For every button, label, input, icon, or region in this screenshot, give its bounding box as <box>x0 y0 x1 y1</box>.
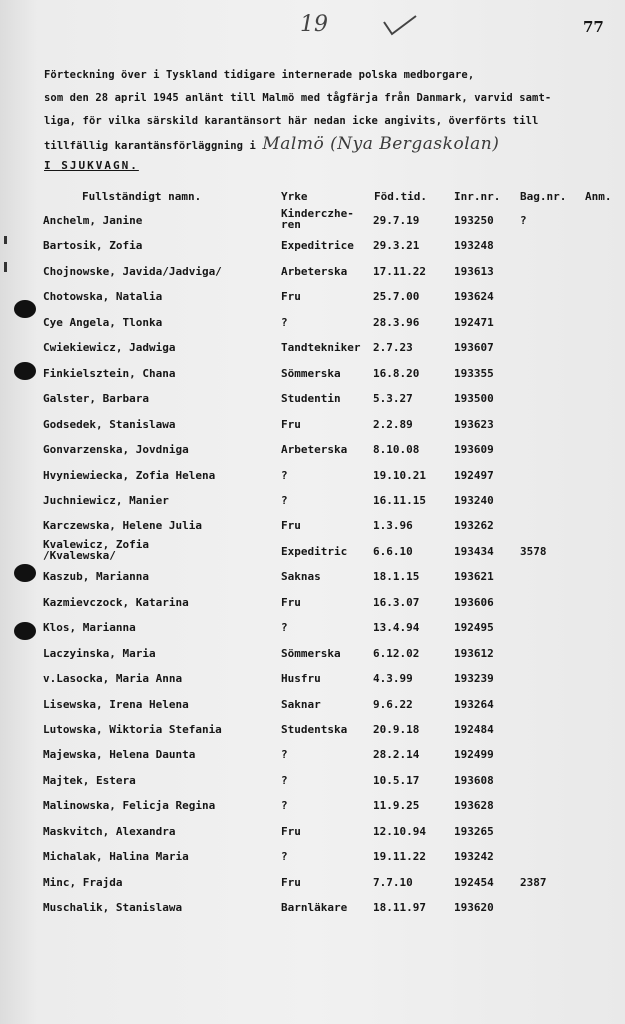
cell-job: Fru <box>281 825 301 838</box>
cell-inr: 193265 <box>454 825 494 838</box>
table-row <box>0 774 625 794</box>
cell-job: Barnläkare <box>281 901 348 914</box>
cell-inr: 192497 <box>454 469 494 482</box>
cell-dob: 4.3.99 <box>373 672 413 685</box>
column-header-dob: Föd.tid. <box>374 190 427 203</box>
cell-job: Sömmerska <box>281 647 341 660</box>
cell-name: Minc, Frajda <box>43 876 123 889</box>
cell-name: Cwiekiewicz, Jadwiga <box>43 341 176 354</box>
cell-inr: 192471 <box>454 316 494 329</box>
cell-name: Kvalewicz, Zofia /Kvalewska/ <box>43 538 149 562</box>
cell-job: Fru <box>281 418 301 431</box>
cell-inr: 192484 <box>454 723 494 736</box>
cell-dob: 11.9.25 <box>373 799 420 812</box>
cell-inr: 193621 <box>454 570 494 583</box>
cell-inr: 193609 <box>454 443 494 456</box>
column-header-inr: Inr.nr. <box>454 190 501 203</box>
cell-name: Bartosik, Zofia <box>43 239 143 252</box>
cell-inr: 193250 <box>454 214 494 227</box>
cell-job: ? <box>281 316 288 329</box>
table-row <box>0 698 625 718</box>
cell-dob: 10.5.17 <box>373 774 420 787</box>
cell-job: ? <box>281 621 288 634</box>
table-row <box>0 672 625 692</box>
cell-job: ? <box>281 774 288 787</box>
cell-dob: 16.11.15 <box>373 494 426 507</box>
page-number: 77 <box>583 18 604 36</box>
table-row <box>0 799 625 819</box>
cell-inr: 193608 <box>454 774 494 787</box>
cell-dob: 5.3.27 <box>373 392 413 405</box>
table-row <box>0 825 625 845</box>
cell-inr: 193628 <box>454 799 494 812</box>
cell-dob: 8.10.08 <box>373 443 420 456</box>
table-row <box>0 418 625 438</box>
cell-job: Expeditrice <box>281 239 354 252</box>
cell-dob: 16.8.20 <box>373 367 420 380</box>
table-row <box>0 239 625 259</box>
cell-job: Expeditric <box>281 545 348 558</box>
column-header-bag: Bag.nr. <box>520 190 567 203</box>
cell-dob: 9.6.22 <box>373 698 413 711</box>
cell-inr: 193355 <box>454 367 494 380</box>
table-row <box>0 207 625 234</box>
cell-name: Galster, Barbara <box>43 392 149 405</box>
cell-job: Fru <box>281 290 301 303</box>
cell-inr: 193264 <box>454 698 494 711</box>
table-row <box>0 621 625 641</box>
cell-dob: 29.7.19 <box>373 214 420 227</box>
cell-dob: 17.11.22 <box>373 265 426 278</box>
cell-job: ? <box>281 748 288 761</box>
cell-dob: 2.2.89 <box>373 418 413 431</box>
cell-inr: 193500 <box>454 392 494 405</box>
cell-bag: ? <box>520 214 527 227</box>
cell-name: Lisewska, Irena Helena <box>43 698 189 711</box>
column-header-job: Yrke <box>281 190 308 203</box>
cell-name: Cye Angela, Tlonka <box>43 316 163 329</box>
cell-inr: 193624 <box>454 290 494 303</box>
cell-job: Saknar <box>281 698 321 711</box>
cell-inr: 193239 <box>454 672 494 685</box>
cell-bag: 3578 <box>520 545 547 558</box>
handwritten-number: 19 <box>300 12 328 37</box>
cell-dob: 7.7.10 <box>373 876 413 889</box>
cell-dob: 28.3.96 <box>373 316 420 329</box>
cell-dob: 19.11.22 <box>373 850 426 863</box>
cell-job: ? <box>281 799 288 812</box>
cell-name: Muschalik, Stanislawa <box>43 901 183 914</box>
table-row <box>0 538 625 565</box>
table-row <box>0 876 625 896</box>
cell-job: Studentin <box>281 392 341 405</box>
cell-name: Malinowska, Felicja Regina <box>43 799 216 812</box>
intro-line: tillfällig karantänsförläggning i Malmö (Nya Bergaskolan) <box>44 134 500 154</box>
cell-inr: 193242 <box>454 850 494 863</box>
cell-job: Fru <box>281 519 301 532</box>
cell-name: Kazmievczock, Katarina <box>43 596 189 609</box>
handwritten-place: Malmö (Nya Bergaskolan) <box>262 134 500 154</box>
cell-inr: 193606 <box>454 596 494 609</box>
cell-job: Arbeterska <box>281 443 348 456</box>
cell-inr: 193262 <box>454 519 494 532</box>
table-row <box>0 519 625 539</box>
cell-dob: 25.7.00 <box>373 290 420 303</box>
table-row <box>0 290 625 310</box>
cell-name: Hvyniewiecka, Zofia Helena <box>43 469 216 482</box>
cell-inr: 193434 <box>454 545 494 558</box>
cell-name: Michalak, Halina Maria <box>43 850 189 863</box>
cell-name: Gonvarzenska, Jovdniga <box>43 443 189 456</box>
section-title: I SJUKVAGN. <box>44 159 139 172</box>
cell-inr: 193612 <box>454 647 494 660</box>
cell-job: ? <box>281 850 288 863</box>
cell-name: Laczyinska, Maria <box>43 647 156 660</box>
intro-paragraph <box>44 64 614 156</box>
table-row <box>0 469 625 489</box>
cell-job: ? <box>281 494 288 507</box>
cell-name: Kaszub, Marianna <box>43 570 149 583</box>
cell-name: Lutowska, Wiktoria Stefania <box>43 723 222 736</box>
cell-job: ? <box>281 469 288 482</box>
cell-name: Godsedek, Stanislawa <box>43 418 176 431</box>
cell-inr: 192499 <box>454 748 494 761</box>
cell-job: Husfru <box>281 672 321 685</box>
table-row <box>0 494 625 514</box>
cell-job: Fru <box>281 876 301 889</box>
table-row <box>0 443 625 463</box>
cell-job: Saknas <box>281 570 321 583</box>
cell-dob: 6.6.10 <box>373 545 413 558</box>
table-row <box>0 901 625 921</box>
cell-name: Finkielsztein, Chana <box>43 367 176 380</box>
cell-dob: 2.7.23 <box>373 341 413 354</box>
cell-dob: 1.3.96 <box>373 519 413 532</box>
cell-job: Sömmerska <box>281 367 341 380</box>
cell-inr: 192495 <box>454 621 494 634</box>
cell-dob: 18.11.97 <box>373 901 426 914</box>
cell-name: Karczewska, Helene Julia <box>43 519 202 532</box>
cell-dob: 18.1.15 <box>373 570 420 583</box>
cell-inr: 193240 <box>454 494 494 507</box>
cell-inr: 192454 <box>454 876 494 889</box>
cell-inr: 193613 <box>454 265 494 278</box>
table-row <box>0 265 625 285</box>
table-row <box>0 647 625 667</box>
table-row <box>0 367 625 387</box>
table-row <box>0 723 625 743</box>
table-row <box>0 316 625 336</box>
cell-dob: 13.4.94 <box>373 621 420 634</box>
cell-name: v.Lasocka, Maria Anna <box>43 672 183 685</box>
table-row <box>0 748 625 768</box>
cell-inr: 193623 <box>454 418 494 431</box>
cell-bag: 2387 <box>520 876 547 889</box>
table-row <box>0 570 625 590</box>
cell-name: Majewska, Helena Daunta <box>43 748 196 761</box>
cell-inr: 193620 <box>454 901 494 914</box>
cell-dob: 19.10.21 <box>373 469 426 482</box>
cell-inr: 193607 <box>454 341 494 354</box>
cell-name: Chojnowske, Javida/Jadviga/ <box>43 265 222 278</box>
intro-line: liga, för vilka särskild karantänsort här nedan icke angivits, överförts till <box>44 115 539 127</box>
cell-name: Anchelm, Janine <box>43 214 143 227</box>
table-row <box>0 341 625 361</box>
cell-job: Kinderczhe- ren <box>281 207 354 231</box>
cell-dob: 6.12.02 <box>373 647 420 660</box>
column-header-name: Fullständigt namn. <box>82 190 202 203</box>
intro-line: som den 28 april 1945 anlänt till Malmö med tågfärja från Danmark, varvid samt- <box>44 92 552 104</box>
handwritten-check-mark <box>382 14 418 36</box>
cell-inr: 193248 <box>454 239 494 252</box>
cell-job: Fru <box>281 596 301 609</box>
table-row <box>0 392 625 412</box>
column-header-anm: Anm. <box>585 190 612 203</box>
cell-name: Juchniewicz, Manier <box>43 494 169 507</box>
cell-name: Klos, Marianna <box>43 621 136 634</box>
table-row <box>0 850 625 870</box>
cell-name: Majtek, Estera <box>43 774 136 787</box>
table-row <box>0 596 625 616</box>
cell-dob: 12.10.94 <box>373 825 426 838</box>
cell-job: Arbeterska <box>281 265 348 278</box>
cell-dob: 16.3.07 <box>373 596 420 609</box>
cell-name: Chotowska, Natalia <box>43 290 163 303</box>
cell-dob: 20.9.18 <box>373 723 420 736</box>
cell-dob: 28.2.14 <box>373 748 420 761</box>
cell-dob: 29.3.21 <box>373 239 420 252</box>
intro-line: Förteckning över i Tyskland tidigare internerade polska medborgare, <box>44 69 475 81</box>
cell-name: Maskvitch, Alexandra <box>43 825 176 838</box>
cell-job: Studentska <box>281 723 348 736</box>
cell-job: Tandtekniker <box>281 341 361 354</box>
